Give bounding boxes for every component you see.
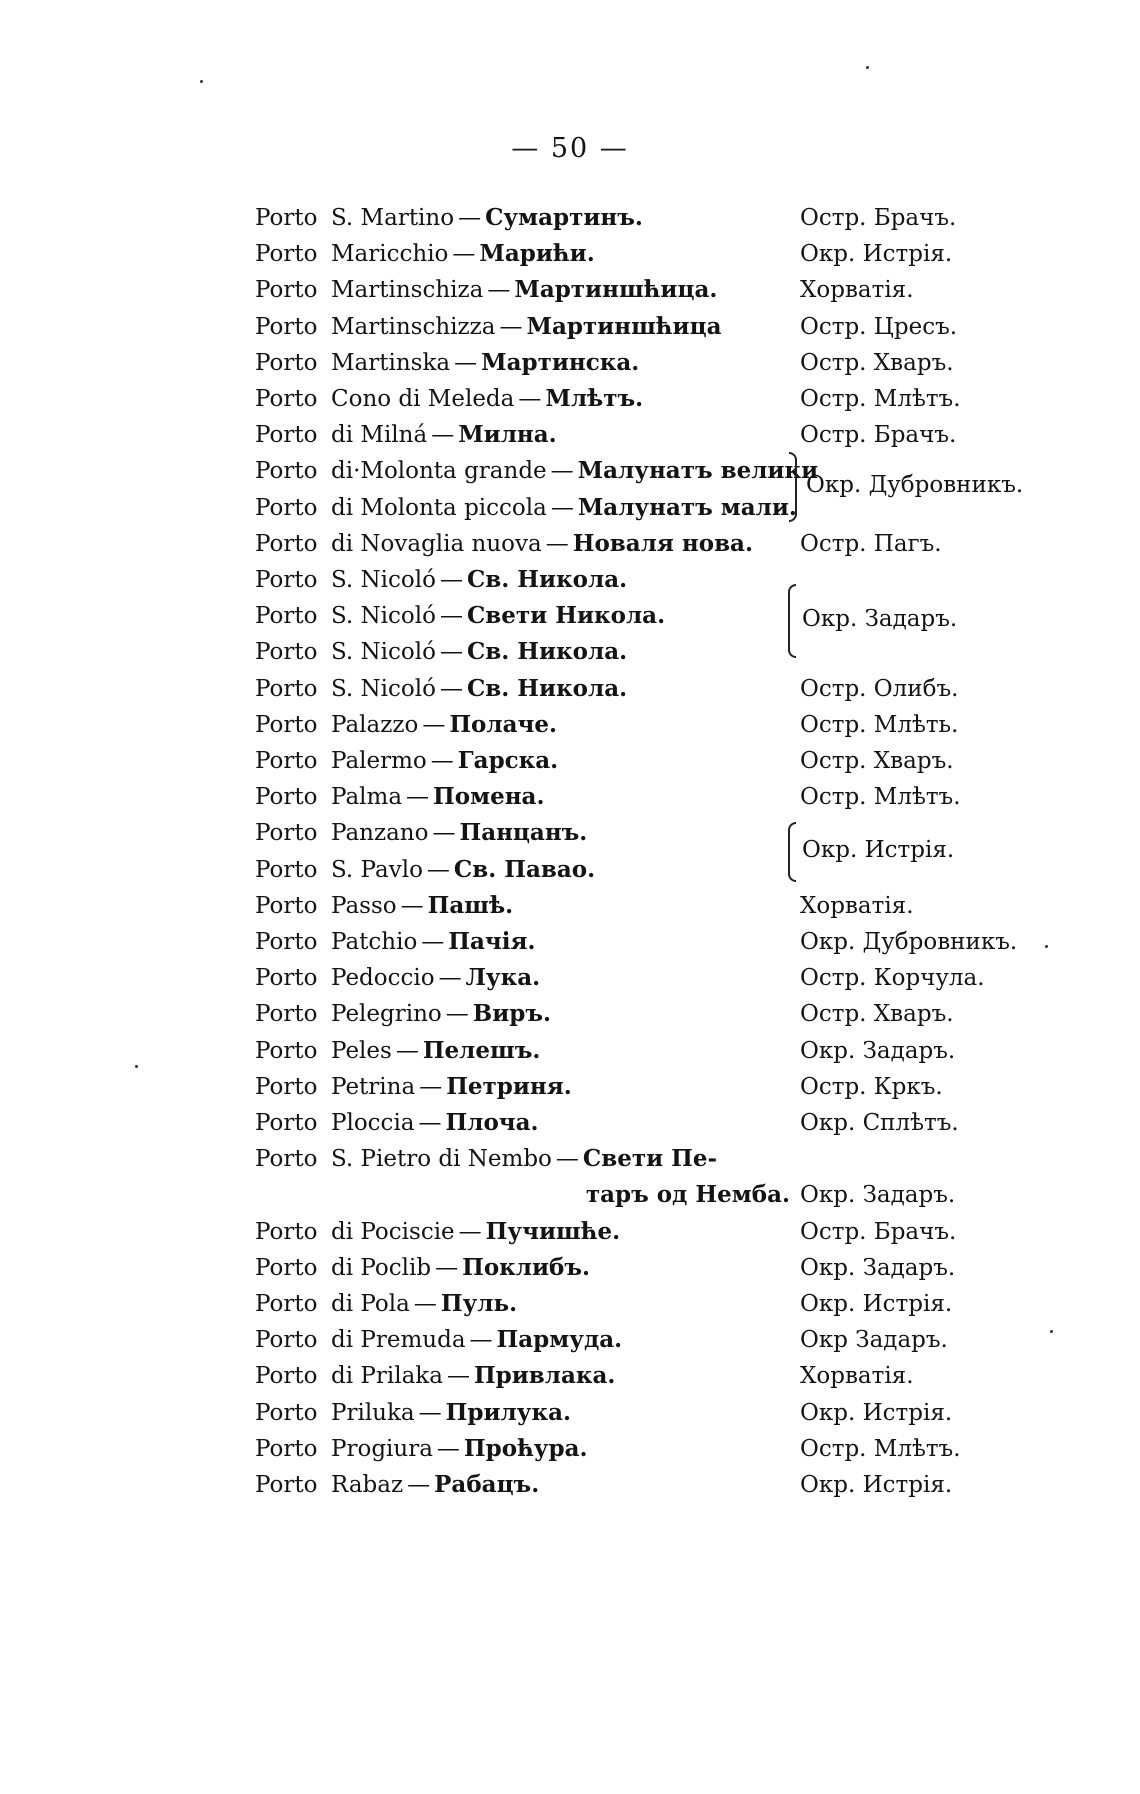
group-region-nicolo: Окр. Задаръ. — [802, 606, 958, 632]
entry-latin-name: S. Pietro di Nembo — [331, 1146, 552, 1172]
entry-dash: — — [413, 1291, 437, 1317]
entry-dash: — — [439, 603, 463, 629]
entry-row — [255, 671, 800, 707]
entry-cyrillic-name: Св. Павао. — [453, 856, 596, 883]
entry-dash: — — [550, 495, 574, 521]
entry-latin-name: Ploccia — [331, 1110, 415, 1136]
entry-cyrillic-name: Св. Никола. — [466, 638, 628, 665]
entry-row — [255, 1033, 800, 1069]
entry-porto: Porto — [255, 712, 318, 738]
entry-region: Окр. Истрія. — [800, 1472, 953, 1498]
entry-row — [255, 888, 800, 924]
entry-cyrillic-name: Марићи. — [479, 240, 595, 267]
entry-cyrillic-name: Пуль. — [440, 1290, 518, 1317]
entry-region: Остр. Олибъ. — [800, 676, 959, 702]
entry-latin-name: Palma — [331, 784, 403, 810]
entry-dash: — — [439, 676, 463, 702]
entry-porto: Porto — [255, 1400, 318, 1426]
entry-porto: Porto — [255, 1001, 318, 1027]
entry-latin-name: Palazzo — [331, 712, 419, 738]
entry-porto: Porto — [255, 241, 318, 267]
entry-latin-name: Peles — [331, 1038, 392, 1064]
entry-cyrillic-name: Пармуда. — [496, 1326, 623, 1353]
entry-latin-name: di Pociscie — [331, 1219, 455, 1245]
entry-porto: Porto — [255, 458, 318, 484]
entry-latin-name: Panzano — [331, 820, 429, 846]
entry-latin-name: Patchio — [331, 929, 418, 955]
entry-row — [255, 309, 800, 345]
entry-row — [255, 996, 800, 1032]
entry-region: Окр. Задаръ. — [800, 1255, 956, 1281]
entry-row — [255, 779, 800, 815]
entry-row — [255, 1358, 800, 1394]
entry-dash: — — [518, 386, 542, 412]
entry-row — [255, 960, 800, 996]
entry-dash: — — [452, 241, 476, 267]
entry-cyrillic-name: Мартиншћица — [526, 313, 722, 340]
entry-cyrillic-name: Мартинска. — [481, 349, 640, 376]
entry-latin-name: Maricchio — [331, 241, 449, 267]
entry-dash: — — [446, 1363, 470, 1389]
entry-cyrillic-name: Полаче. — [449, 711, 557, 738]
entry-cyrillic-name: Пелешъ. — [422, 1037, 541, 1064]
entry-dash: — — [430, 748, 454, 774]
entry-porto: Porto — [255, 531, 318, 557]
entry-row — [255, 200, 800, 236]
entry-region: Остр. Корчула. — [800, 965, 985, 991]
entry-porto: Porto — [255, 1074, 318, 1100]
entry-cyrillic-name: Помена. — [433, 783, 545, 810]
entry-region: Хорватія. — [800, 277, 914, 303]
entry-dash: — — [418, 1110, 442, 1136]
entry-latin-name: Progiura — [331, 1436, 433, 1462]
entry-cyrillic-name: Проћура. — [463, 1435, 588, 1462]
entry-row — [255, 852, 800, 888]
entry-region: Остр. Кркъ. — [800, 1074, 943, 1100]
entry-region: Окр. Истрія. — [800, 1400, 953, 1426]
entry-region: Остр. Пагъ. — [800, 531, 942, 557]
entry-dash: — — [435, 1255, 459, 1281]
entry-cyrillic-name: Лука. — [465, 964, 541, 991]
entry-cyrillic-name: Пашѣ. — [427, 892, 514, 919]
entry-row — [255, 1322, 800, 1358]
entry-porto: Porto — [255, 1472, 318, 1498]
group-bracket-istria — [788, 822, 796, 882]
entry-cyrillic-name: Петриня. — [446, 1073, 572, 1100]
entry-row — [255, 815, 800, 851]
entry-porto: Porto — [255, 1255, 318, 1281]
entry-latin-name: S. Nicoló — [331, 603, 436, 629]
entry-cyrillic-name: Свети Никола. — [466, 602, 666, 629]
entry-dash: — — [406, 784, 430, 810]
entry-row — [255, 1141, 800, 1177]
entry-latin-name: S. Nicoló — [331, 639, 436, 665]
entry-cyrillic-name: Плоча. — [445, 1109, 539, 1136]
entry-row — [255, 1467, 800, 1503]
entry-latin-name: Passo — [331, 893, 397, 919]
print-speck — [135, 1065, 138, 1068]
entry-porto: Porto — [255, 784, 318, 810]
entry-latin-name: di Milná — [331, 422, 428, 448]
entry-porto: Porto — [255, 676, 318, 702]
entry-row — [255, 1214, 800, 1250]
print-speck — [200, 80, 203, 83]
print-speck — [866, 66, 869, 69]
print-speck — [1050, 1330, 1053, 1333]
entry-porto: Porto — [255, 1146, 318, 1172]
entry-row — [255, 417, 800, 453]
entry-dash: — — [419, 1074, 443, 1100]
entry-latin-name: S. Pavlo — [331, 857, 423, 883]
entry-cyrillic-name: Новаля нова. — [572, 530, 753, 557]
entry-dash: — — [431, 422, 455, 448]
entry-row — [255, 1105, 800, 1141]
entry-porto: Porto — [255, 1038, 318, 1064]
entry-porto: Porto — [255, 350, 318, 376]
entry-porto: Porto — [255, 422, 318, 448]
entry-latin-name: di·Molonta grande — [331, 458, 547, 484]
entry-region: Окр. Истрія. — [800, 1291, 953, 1317]
entry-cyrillic-name: Св. Никола. — [466, 675, 628, 702]
entry-row — [255, 743, 800, 779]
entry-dash: — — [432, 820, 456, 846]
group-region-molonta: Окр. Дубровникъ. — [806, 472, 1024, 498]
entry-dash: — — [421, 929, 445, 955]
entry-region: Остр. Брачъ. — [800, 1219, 957, 1245]
entry-row — [255, 526, 800, 562]
entry-latin-name: di Prilaka — [331, 1363, 443, 1389]
entry-row — [255, 490, 800, 526]
entry-row — [255, 634, 800, 670]
page-number: — 50 — — [511, 133, 629, 164]
entry-dash: — — [487, 277, 511, 303]
entry-cyrillic-name: Поклибъ. — [462, 1254, 591, 1281]
entry-porto: Porto — [255, 1219, 318, 1245]
entry-porto: Porto — [255, 1327, 318, 1353]
print-speck — [1045, 945, 1048, 948]
group-bracket-molonta — [789, 452, 797, 522]
entry-cyrillic-name: Свети Пе- — [582, 1145, 718, 1172]
entry-cyrillic-name: Привлака. — [473, 1362, 616, 1389]
entry-dash: — — [400, 893, 424, 919]
entry-latin-name: Priluka — [331, 1400, 415, 1426]
entry-region: Хорватія. — [800, 1363, 914, 1389]
entry-dash: — — [458, 205, 482, 231]
entry-region: Остр. Хваръ. — [800, 350, 954, 376]
entry-region: Окр. Задаръ. — [800, 1038, 956, 1064]
entry-row — [255, 381, 800, 417]
entry-porto: Porto — [255, 567, 318, 593]
entry-latin-name: di Pola — [331, 1291, 410, 1317]
entry-cyrillic-name: Виръ. — [472, 1000, 551, 1027]
entry-region: Окр. Задаръ. — [800, 1182, 956, 1208]
entry-latin-name: di Molonta piccola — [331, 495, 547, 521]
entry-porto: Porto — [255, 1110, 318, 1136]
entry-latin-name: S. Martino — [331, 205, 455, 231]
entry-cyrillic-name: Панцанъ. — [459, 819, 588, 846]
entry-region: Окр. Дубровникъ. — [800, 929, 1018, 955]
entry-cyrillic-name: Милна. — [458, 421, 557, 448]
entry-porto: Porto — [255, 1291, 318, 1317]
entry-latin-name: di Poclib — [331, 1255, 432, 1281]
entry-porto: Porto — [255, 965, 318, 991]
entry-region: Остр. Брачъ. — [800, 205, 957, 231]
entry-porto: Porto — [255, 893, 318, 919]
entry-dash: — — [555, 1146, 579, 1172]
entry-dash: — — [550, 458, 574, 484]
entry-porto: Porto — [255, 639, 318, 665]
entry-row — [255, 562, 800, 598]
entry-latin-name: Martinschiza — [331, 277, 484, 303]
entry-latin-name: Petrina — [331, 1074, 416, 1100]
entry-row — [255, 1069, 800, 1105]
entry-dash: — — [445, 1001, 469, 1027]
entry-porto: Porto — [255, 820, 318, 846]
entry-dash: — — [395, 1038, 419, 1064]
entry-row — [255, 1395, 800, 1431]
entry-dash: — — [422, 712, 446, 738]
entry-dash: — — [545, 531, 569, 557]
entry-row — [255, 236, 800, 272]
entry-porto: Porto — [255, 603, 318, 629]
entry-porto: Porto — [255, 1363, 318, 1389]
entry-cyrillic-name: Прилука. — [445, 1399, 571, 1426]
entry-cyrillic-name: Малунатъ мали. — [577, 494, 797, 521]
entry-dash: — — [439, 639, 463, 665]
entry-cyrillic-name: Сумартинъ. — [485, 204, 643, 231]
entry-region: Остр. Млѣтъ. — [800, 386, 961, 412]
entry-porto: Porto — [255, 1436, 318, 1462]
entry-region: Остр. Цресъ. — [800, 314, 958, 340]
entry-porto: Porto — [255, 748, 318, 774]
entry-porto: Porto — [255, 386, 318, 412]
entry-dash: — — [458, 1219, 482, 1245]
entry-row — [255, 707, 800, 743]
entry-region: Остр. Млѣтъ. — [800, 784, 961, 810]
entry-row — [255, 272, 800, 308]
entry-latin-name: di Novaglia nuova — [331, 531, 542, 557]
entry-region: Окр. Сплѣтъ. — [800, 1110, 959, 1136]
entry-region: Остр. Брачъ. — [800, 422, 957, 448]
entry-region: Хорватія. — [800, 893, 914, 919]
entry-dash: — — [436, 1436, 460, 1462]
entry-cyrillic-name: Млѣтъ. — [545, 385, 644, 412]
entry-porto: Porto — [255, 277, 318, 303]
entry-latin-name: Pelegrino — [331, 1001, 442, 1027]
entry-latin-name: Palermo — [331, 748, 427, 774]
entry-row — [255, 1177, 800, 1213]
entry-porto: Porto — [255, 857, 318, 883]
entry-dash: — — [499, 314, 523, 340]
entry-porto: Porto — [255, 314, 318, 340]
entry-dash: — — [469, 1327, 493, 1353]
entry-region: Остр. Млѣть. — [800, 712, 959, 738]
entry-dash: — — [454, 350, 478, 376]
entry-row — [255, 598, 800, 634]
entry-cyrillic-name: Пачія. — [448, 928, 536, 955]
entry-row — [255, 1431, 800, 1467]
entry-cyrillic-name: Рабацъ. — [434, 1471, 540, 1498]
entry-latin-name: Rabaz — [331, 1472, 404, 1498]
entry-cyrillic-name: Мартиншћица. — [514, 276, 718, 303]
entry-dash: — — [438, 965, 462, 991]
entry-region: Окр. Истрія. — [800, 241, 953, 267]
entry-latin-name: Martinschizza — [331, 314, 496, 340]
entry-latin-name: di Premuda — [331, 1327, 466, 1353]
group-region-istria: Окр. Истрія. — [802, 837, 955, 863]
entry-region: Остр. Млѣтъ. — [800, 1436, 961, 1462]
entry-row — [255, 1250, 800, 1286]
entry-region: Остр. Хваръ. — [800, 1001, 954, 1027]
entry-latin-name: S. Nicoló — [331, 567, 436, 593]
entry-region: Остр. Хваръ. — [800, 748, 954, 774]
entry-cyrillic-name: Гарска. — [457, 747, 559, 774]
entry-porto: Porto — [255, 929, 318, 955]
entry-cyrillic-name: таръ од Немба. — [585, 1181, 790, 1208]
entry-dash: — — [418, 1400, 442, 1426]
entry-cyrillic-name: Пучишће. — [485, 1218, 621, 1245]
entry-latin-name: Martinska — [331, 350, 451, 376]
entry-row — [255, 1286, 800, 1322]
entry-dash: — — [426, 857, 450, 883]
entry-region: Окр Задаръ. — [800, 1327, 948, 1353]
group-bracket-nicolo — [788, 584, 796, 658]
entry-porto: Porto — [255, 495, 318, 521]
entry-dash: — — [439, 567, 463, 593]
entry-latin-name: S. Nicoló — [331, 676, 436, 702]
entry-cyrillic-name: Св. Никола. — [466, 566, 628, 593]
entry-dash: — — [407, 1472, 431, 1498]
entry-porto: Porto — [255, 205, 318, 231]
entry-latin-name: Pedoccio — [331, 965, 435, 991]
entry-row — [255, 924, 800, 960]
entry-cyrillic-name: Малунатъ велики — [577, 457, 819, 484]
entry-row — [255, 345, 800, 381]
entry-latin-name: Cono di Meleda — [331, 386, 515, 412]
entry-row — [255, 453, 819, 489]
